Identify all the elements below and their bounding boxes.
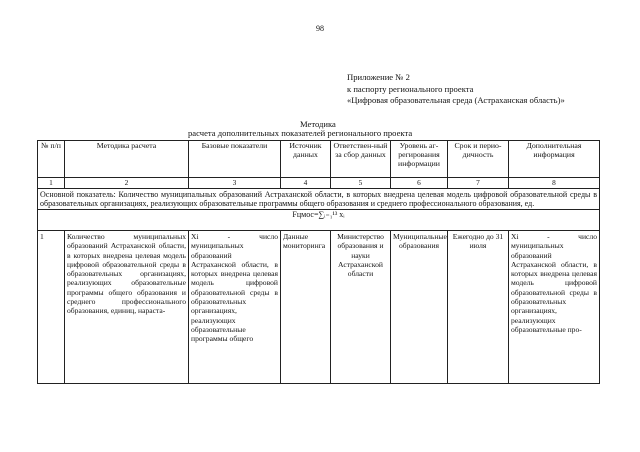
method-subtitle: расчета дополнительных показателей регионального проекта [188, 128, 413, 138]
page-number: 98 [316, 24, 324, 33]
header-method: Методика расчета [65, 141, 189, 178]
formula: Fцмос=∑ᵢ₌₁¹³ xᵢ [38, 210, 600, 231]
method-table [37, 140, 600, 384]
base-indicators: Xi - число муниципальных образований Астраханской области, в которых внедрена целевая модель цифровой образовательной среды в образовательных организациях, реализующих образовательные программы общего [189, 231, 281, 384]
header-base: Базовые показатели [189, 141, 281, 178]
method-description: Количество муниципальных образований Астраханской области, в которых внедрена целевая модель цифровой образовательной среды в образовательных организациях, реализующих образовательные программы общего образования и среднего профессионального образования, единиц, нараста- [65, 231, 189, 384]
period: Ежегодно до 31 июля [448, 231, 509, 384]
header-source: Источник данных [281, 141, 331, 178]
aggregation-level: Муниципальные образования [391, 231, 448, 384]
header-number: № п/п [38, 141, 65, 178]
table-row [38, 231, 600, 384]
project-name: «Цифровая образовательная среда (Астраханская область)» [347, 95, 565, 105]
col-number: 8 [509, 178, 600, 189]
row-number: 1 [38, 231, 65, 384]
column-number-row [38, 178, 600, 189]
col-number: 1 [38, 178, 65, 189]
appendix-title: Приложение № 2 [347, 72, 410, 82]
col-number: 5 [331, 178, 391, 189]
header-responsible: Ответствен-ный за сбор данных [331, 141, 391, 178]
method-title: Методика [300, 119, 336, 129]
data-source: Данные мониторинга [281, 231, 331, 384]
col-number: 3 [189, 178, 281, 189]
main-indicator: Основной показатель: Количество муниципальных образований Астраханской области, в которых внедрена целевая модель цифровой образовательной среды в образовательных организациях, реализующих образовательные программы общего образования и среднего профессионального образования, ед. [38, 189, 600, 210]
appendix-subtitle: к паспорту регионального проекта [347, 84, 474, 94]
responsible: Министерство образования и науки Астраханской области [331, 231, 391, 384]
header-level: Уровень аг-регирования информации [391, 141, 448, 178]
extra-info: Xi - число муниципальных образований Астраханской области, в которых внедрена целевая модель цифровой образовательной среды в образовательных организациях, реализующих образовательные про- [509, 231, 600, 384]
col-number: 7 [448, 178, 509, 189]
main-indicator-row [38, 189, 600, 210]
table-header-row [38, 141, 600, 178]
header-extra: Дополнительная информация [509, 141, 600, 178]
col-number: 2 [65, 178, 189, 189]
formula-row [38, 210, 600, 231]
col-number: 6 [391, 178, 448, 189]
col-number: 4 [281, 178, 331, 189]
header-period: Срок и перио-дичность [448, 141, 509, 178]
